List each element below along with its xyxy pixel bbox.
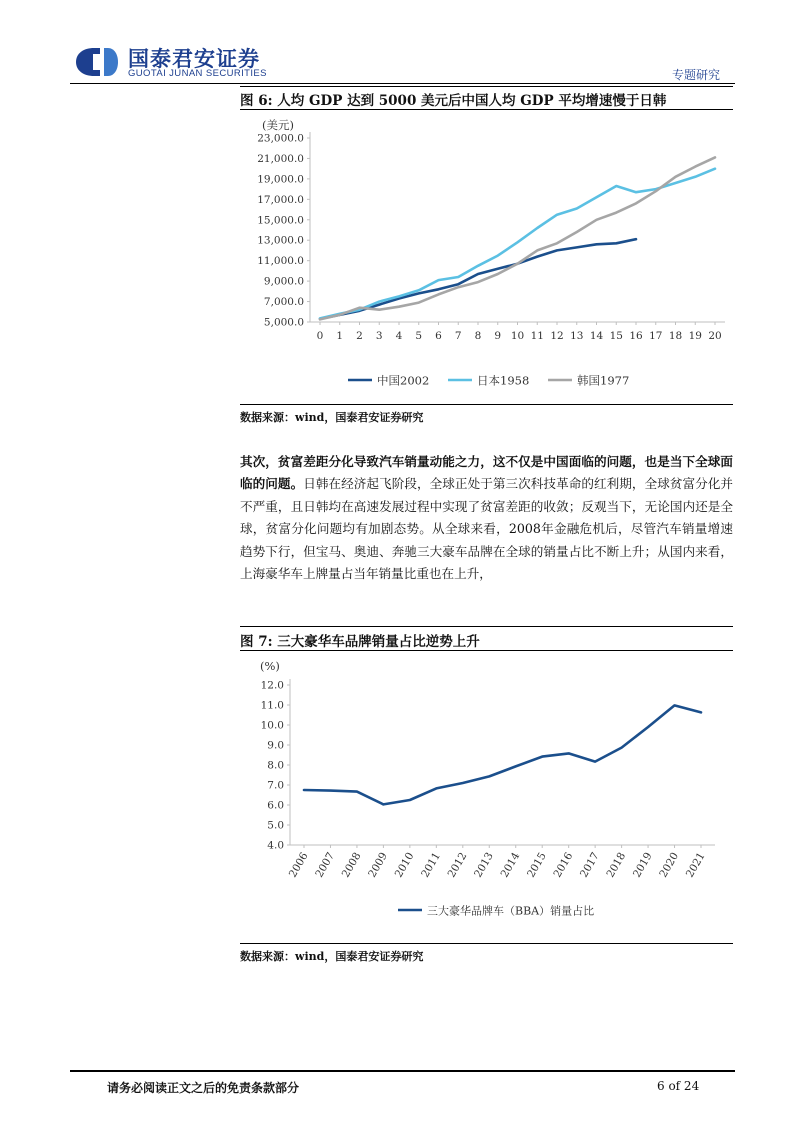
- fig6-x-tick-label: 10: [510, 330, 525, 342]
- fig6-series-line-3: [320, 157, 715, 319]
- fig6-x-tick-label: 9: [494, 330, 502, 342]
- fig6-x-tick-label: 15: [609, 330, 623, 342]
- fig7-y-tick-label: 4.0: [267, 839, 284, 852]
- figure7-top-rule: [240, 626, 733, 627]
- fig7-series-line-1: [304, 705, 701, 804]
- fig6-y-tick-label: 13,000.0: [257, 234, 304, 247]
- fig7-y-tick-label: 6.0: [267, 799, 284, 812]
- fig6-y-tick-label: 21,000.0: [257, 152, 304, 165]
- body-paragraph: [240, 451, 733, 585]
- fig6-x-tick-label: 11: [530, 330, 544, 342]
- fig6-x-tick-label: 6: [435, 330, 442, 342]
- fig7-x-tick-label: 2006: [286, 850, 311, 880]
- figure6-top-rule: [240, 86, 733, 87]
- fig6-legend-label-1: 中国2002: [377, 373, 430, 388]
- fig6-y-tick-label: 17,000.0: [257, 193, 304, 206]
- fig6-x-tick-label: 8: [474, 330, 482, 342]
- figure6-source: 数据来源：wind，国泰君安证券研究: [240, 411, 424, 424]
- fig6-y-tick-label: 19,000.0: [257, 173, 304, 186]
- fig7-y-tick-label: 5.0: [267, 819, 284, 832]
- fig7-x-tick-label: 2021: [683, 850, 708, 880]
- header-divider: [70, 83, 735, 84]
- fig6-x-tick-label: 18: [668, 330, 683, 342]
- fig6-legend-label-2: 日本1958: [477, 373, 530, 388]
- company-name-cn: 国泰君安证券: [128, 47, 260, 71]
- fig6-x-tick-label: 12: [550, 330, 564, 342]
- page-number: 6 of 24: [657, 1079, 700, 1093]
- footer-disclaimer: 请务必阅读正文之后的免责条款部分: [107, 1081, 300, 1095]
- fig6-x-tick-label: 3: [375, 330, 383, 342]
- fig7-x-tick-label: 2012: [445, 850, 470, 880]
- fig6-y-tick-label: 23,000.0: [257, 132, 304, 145]
- fig6-x-tick-label: 0: [316, 330, 324, 342]
- body-text: 日韩在经济起飞阶段，全球正处于第三次科技革命的红利期，全球贫富分化并不严重，且日韩均在高速发展过程中实现了贫富差距的收敛；反观当下，无论国内还是全球，贫富分化问题均有加剧态势。从全球来看，2008年金融危机后，尽管汽车销量增速趋势下行，但宝马、奥迪、奔驰三大豪车品牌在全球的销量占比不断上升；从国内来看，上海豪华车上牌量占当年销量比重也在上升，: [240, 476, 734, 582]
- fig6-x-tick-label: 19: [688, 330, 702, 342]
- fig6-y-tick-label: 9,000.0: [263, 275, 304, 288]
- figure7-bottom-rule: [240, 943, 733, 944]
- section-label: 专题研究: [672, 68, 721, 82]
- fig7-y-unit-label: (%): [260, 659, 280, 673]
- fig6-legend-label-3: 韩国1977: [577, 373, 630, 388]
- fig7-x-tick-label: 2010: [392, 850, 417, 880]
- fig6-y-tick-label: 7,000.0: [263, 296, 304, 309]
- fig7-x-tick-label: 2011: [419, 850, 443, 880]
- fig6-y-tick-label: 15,000.0: [257, 214, 304, 227]
- fig7-x-tick-label: 2013: [472, 850, 496, 880]
- fig6-x-tick-label: 4: [395, 330, 403, 342]
- fig7-y-tick-label: 12.0: [260, 679, 284, 692]
- fig6-x-tick-label: 13: [570, 330, 584, 342]
- fig6-x-tick-label: 1: [336, 330, 344, 342]
- fig6-y-tick-label: 5,000.0: [263, 316, 304, 329]
- fig6-y-tick-label: 11,000.0: [257, 255, 304, 268]
- fig7-x-tick-label: 2007: [313, 850, 338, 880]
- fig7-x-tick-label: 2015: [525, 850, 549, 880]
- fig7-x-tick-label: 2019: [630, 850, 655, 880]
- fig7-x-tick-label: 2009: [366, 850, 390, 880]
- fig7-legend-label-1: 三大豪华品牌车（BBA）销量占比: [427, 904, 595, 918]
- fig7-x-tick-label: 2014: [498, 850, 523, 880]
- body-lead-bold: 其次，贫富差距分化导致汽车销量动能之力，这不仅是中国面临的问题，也是当下全球面临的问题。: [240, 454, 733, 492]
- fig7-y-tick-label: 8.0: [267, 759, 284, 772]
- fig6-x-tick-label: 14: [589, 330, 604, 342]
- fig7-x-tick-label: 2020: [657, 850, 682, 880]
- figure7-source: 数据来源：wind，国泰君安证券研究: [240, 950, 424, 963]
- fig7-x-tick-label: 2017: [577, 850, 602, 880]
- fig6-x-tick-label: 2: [356, 330, 363, 342]
- figure6-bottom-rule: [240, 404, 733, 405]
- fig6-x-tick-label: 16: [629, 330, 643, 342]
- company-logo-icon: [74, 47, 120, 77]
- figure7-title: 图 7: 三大豪华车品牌销量占比逆势上升: [240, 634, 480, 650]
- fig6-y-unit-label: (美元): [262, 118, 294, 132]
- fig7-y-tick-label: 11.0: [260, 699, 284, 712]
- footer-divider: [70, 1070, 735, 1072]
- company-name-en: GUOTAI JUNAN SECURITIES: [128, 68, 267, 79]
- fig7-y-tick-label: 10.0: [260, 719, 284, 732]
- fig6-x-tick-label: 5: [415, 330, 423, 342]
- fig7-y-tick-label: 7.0: [267, 779, 284, 792]
- fig6-x-tick-label: 7: [454, 330, 462, 342]
- fig6-x-tick-label: 17: [649, 330, 663, 342]
- fig7-x-tick-label: 2016: [551, 850, 576, 880]
- figure6-chart: [240, 110, 733, 400]
- figure6-title: 图 6: 人均 GDP 达到 5000 美元后中国人均 GDP 平均增速慢于日韩: [240, 93, 667, 109]
- fig7-x-tick-label: 2008: [339, 850, 364, 880]
- figure7-chart: [240, 651, 733, 936]
- fig7-y-tick-label: 9.0: [267, 739, 284, 752]
- fig7-x-tick-label: 2018: [604, 850, 629, 880]
- fig6-x-tick-label: 20: [708, 330, 722, 342]
